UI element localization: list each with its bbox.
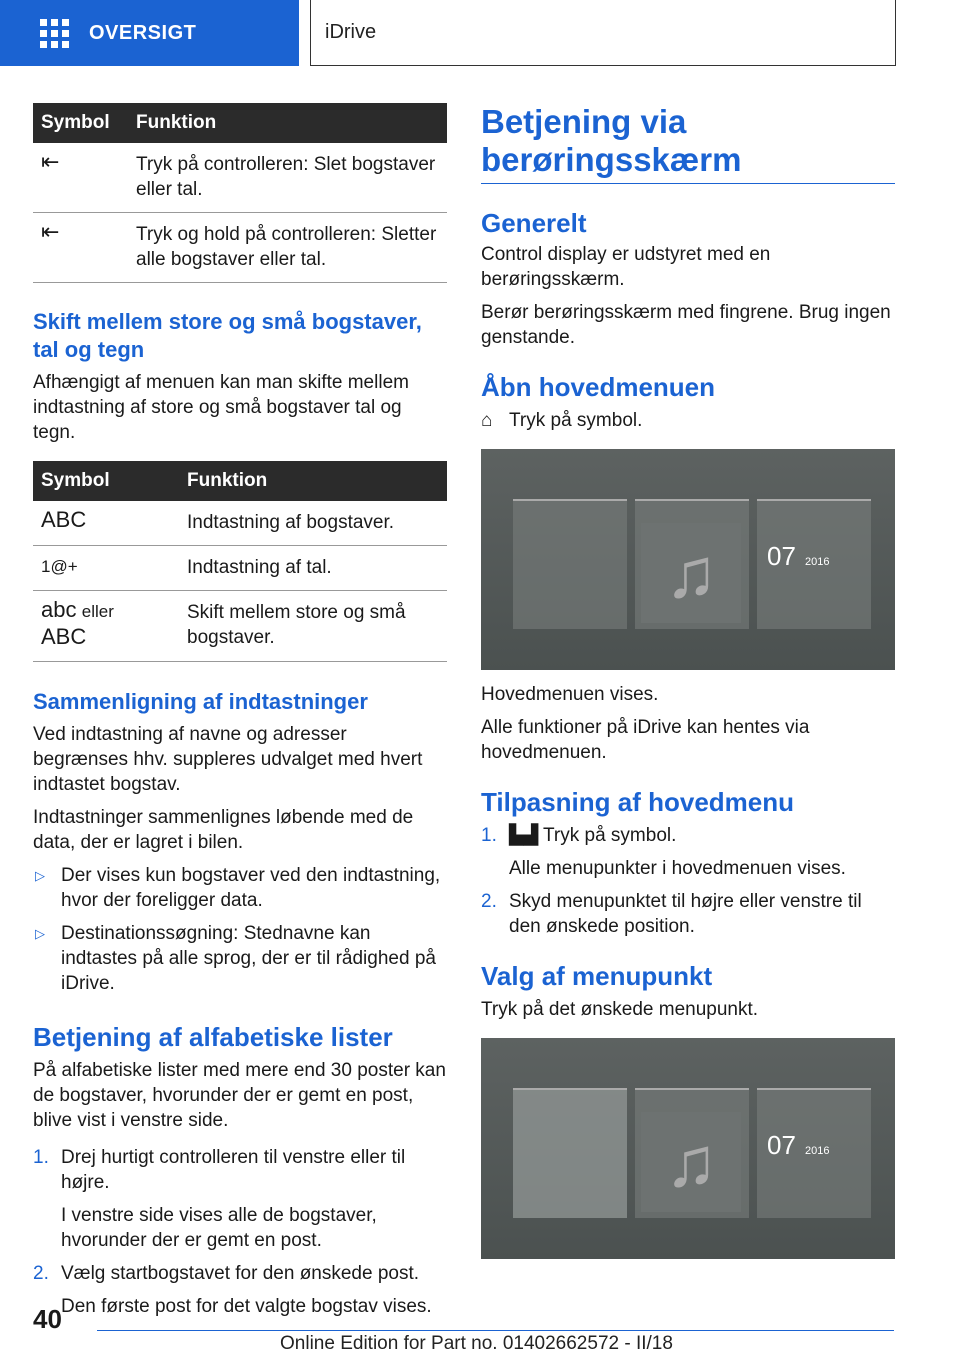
list-item: 2. Skyd menupunktet til højre eller venstre til den ønskede position. xyxy=(481,891,862,937)
footer-divider xyxy=(97,1330,894,1331)
page-number: 40 xyxy=(33,1304,62,1334)
triangle-bullet-icon: ▷ xyxy=(35,926,45,941)
alpha-body: På alfabetiske lister med mere end 30 poster kan de bogstaver, hvorunder der er gemt en post, blive vist i venstre side. xyxy=(33,1060,446,1131)
main-menu-screenshot-2 xyxy=(481,1038,895,1259)
touch-title: Betjening via berøringsskærm xyxy=(481,103,895,184)
delete-all-icon: ⇤ xyxy=(33,213,128,283)
table-header-symbol: Symbol xyxy=(33,103,128,143)
table-cell: Indtastning af bogstaver. xyxy=(179,501,447,546)
case-symbols-table xyxy=(33,461,447,662)
select-heading: Valg af menupunkt xyxy=(481,961,713,991)
right-column xyxy=(481,103,895,1259)
select-text: Tryk på det ønskede menupunkt. xyxy=(481,999,759,1020)
list-item: 1. ▙▟ Tryk på symbol. Alle menupunkter i hovedmenuen vises. xyxy=(481,825,846,879)
table-row xyxy=(33,546,447,591)
table-cell: Tryk på controlleren: Slet bogstaver eller tal. xyxy=(128,143,447,213)
generelt-heading: Generelt xyxy=(481,208,587,238)
table-row xyxy=(33,143,447,213)
table-cell: Tryk og hold på controlleren: Sletter alle bogstaver eller tal. xyxy=(128,213,447,283)
delete-icon: ⇤ xyxy=(33,143,128,213)
table-header-symbol: Symbol xyxy=(33,461,179,501)
numbers-icon: 1@+ xyxy=(33,546,179,591)
menu-icon: ▙▟ xyxy=(509,825,539,846)
open-menu-heading: Åbn hovedmenuen xyxy=(481,372,716,402)
compare-heading: Sammenligning af indtastninger xyxy=(33,689,368,714)
grid-icon xyxy=(40,19,69,48)
music-note-icon: ♫ xyxy=(641,523,741,623)
compare-p2: Indtastninger sammenlignes løbende med de data, der er lagret i bilen. xyxy=(33,807,414,853)
media-card xyxy=(635,499,749,629)
list-item: ▷ Der vises kun bogstaver ved den indtastning, hvor der foreligger data. xyxy=(35,865,441,911)
uppercase-icon: ABC xyxy=(41,624,87,649)
left-column xyxy=(33,103,447,1319)
table-row xyxy=(33,501,447,546)
car-card xyxy=(513,1088,627,1218)
section-header xyxy=(310,0,896,66)
case-heading: Skift mellem store og små bogstaver, tal og tegn xyxy=(33,309,422,362)
open-menu-text: ⌂ Tryk på symbol. xyxy=(481,410,643,431)
adjust-heading: Tilpasning af hovedmenu xyxy=(481,787,795,817)
case-body: Afhængigt af menuen kan man skifte mellem indtastning af store og små bogstaver tal og tegn. xyxy=(33,372,409,443)
main-menu-screenshot xyxy=(481,449,895,670)
uppercase-icon: ABC xyxy=(33,501,179,546)
table-cell xyxy=(33,591,179,662)
table-row xyxy=(33,213,447,283)
alpha-heading: Betjening af alfabetiske lister xyxy=(33,1022,393,1052)
home-icon: ⌂ xyxy=(481,410,493,431)
after-1: Hovedmenuen vises. xyxy=(481,684,659,705)
media-card xyxy=(635,1088,749,1218)
page-header xyxy=(0,0,960,66)
table-header-function: Funktion xyxy=(128,103,447,143)
delete-symbols-table xyxy=(33,103,447,283)
overview-tab-label: OVERSIGT xyxy=(89,21,197,44)
generelt-p2: Berør berøringsskærm med fingrene. Brug ingen genstande. xyxy=(481,302,891,348)
list-item: 2. Vælg startbogstavet for den ønskede post. Den første post for det valgte bogstav vises. xyxy=(33,1263,432,1317)
table-header-function: Funktion xyxy=(179,461,447,501)
lowercase-icon: abc xyxy=(41,597,77,622)
date-card: 07 2016 xyxy=(757,1088,871,1218)
symbol-or-label: eller xyxy=(81,602,114,621)
after-2: Alle funktioner på iDrive kan hentes via hovedmenuen. xyxy=(481,717,810,763)
car-card xyxy=(513,499,627,629)
footer-edition: Online Edition for Part no. 01402662572 - II/18 xyxy=(280,1333,673,1354)
list-item: 1. Drej hurtigt controlleren til venstre eller til højre. I venstre side vises alle de bogstaver, hvorunder der er gemt en post. xyxy=(33,1147,406,1251)
list-item: ▷ Destinationssøgning: Stednavne kan indtastes på alle sprog, der er til rådighed på iDrive. xyxy=(35,923,436,994)
overview-tab[interactable] xyxy=(0,0,299,66)
table-cell: Indtastning af tal. xyxy=(179,546,447,591)
compare-p1: Ved indtastning af navne og adresser begrænses hhv. suppleres udvalget med hvert indtastet bogstav. xyxy=(33,724,423,795)
music-note-icon: ♫ xyxy=(641,1112,741,1212)
table-cell: Skift mellem store og små bogstaver. xyxy=(179,591,447,662)
section-title: iDrive xyxy=(325,21,377,43)
table-row xyxy=(33,591,447,662)
generelt-p1: Control display er udstyret med en berøringsskærm. xyxy=(481,244,771,290)
triangle-bullet-icon: ▷ xyxy=(35,868,45,883)
date-card: 07 2016 xyxy=(757,499,871,629)
